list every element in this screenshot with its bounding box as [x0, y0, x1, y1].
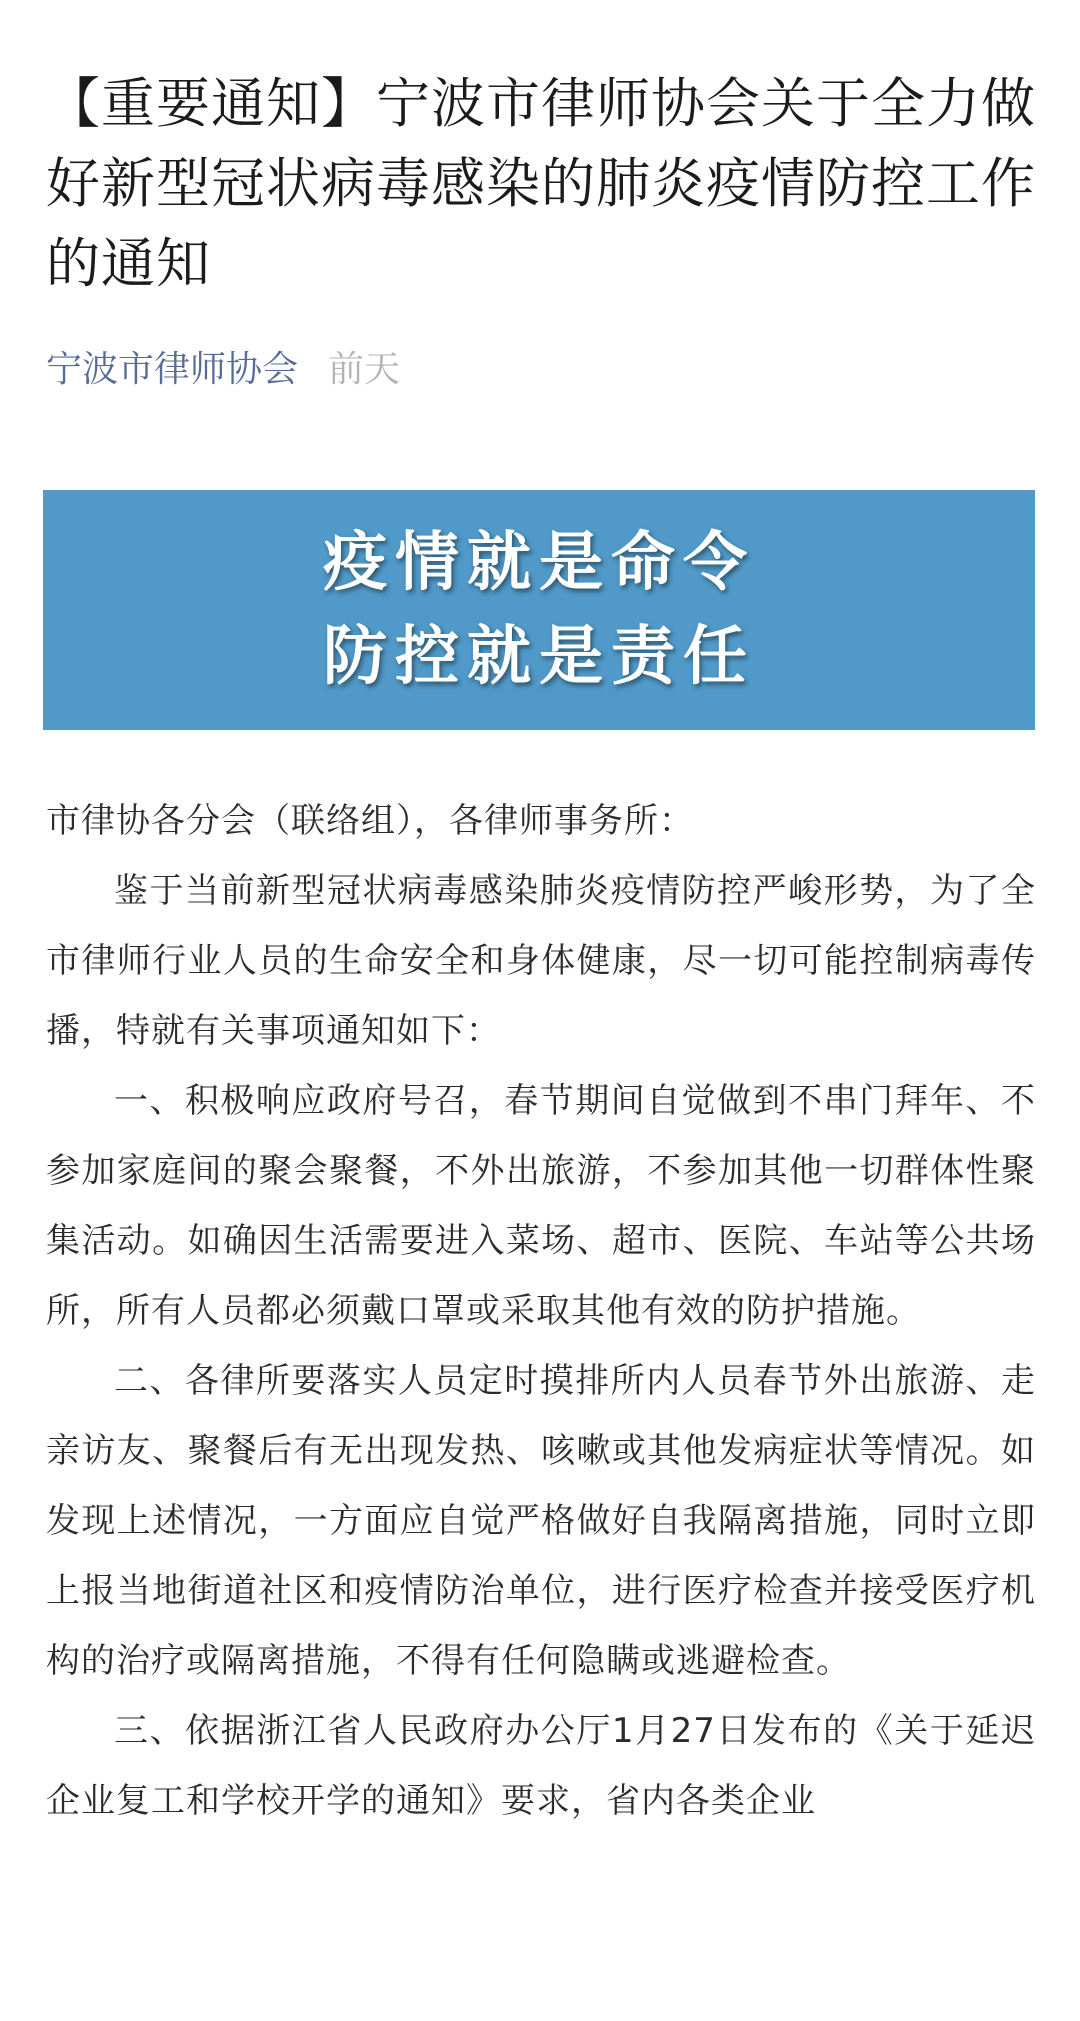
author-link[interactable]: 宁波市律师协会 — [46, 349, 299, 390]
article-meta — [46, 346, 400, 394]
banner-line-2: 防控就是责任 — [323, 620, 755, 694]
article-title: 【重要通知】宁波市律师协会关于全力做好新型冠状病毒感染的肺炎疫情防控工作的通知 — [46, 72, 1036, 295]
publish-time: 前天 — [328, 349, 401, 390]
paragraph-intro: 鉴于当前新型冠状病毒感染肺炎疫情防控严峻形势，为了全市律师行业人员的生命安全和身体健康，尽一切可能控制病毒传播，特就有关事项通知如下： — [46, 871, 1036, 1051]
slogan-banner — [43, 490, 1035, 730]
banner-line-1: 疫情就是命令 — [323, 526, 755, 600]
article-body — [46, 786, 1036, 1836]
salutation: 市律协各分会（联络组），各律师事务所： — [46, 801, 694, 841]
paragraph-item-3: 三、依据浙江省人民政府办公厅1月27日发布的《关于延迟企业复工和学校开学的通知》要求，省内各类企业 — [46, 1711, 1036, 1821]
paragraph-item-2: 二、各律所要落实人员定时摸排所内人员春节外出旅游、走亲访友、聚餐后有无出现发热、咳嗽或其他发病症状等情况。如发现上述情况，一方面应自觉严格做好自我隔离措施，同时立即上报当地街道社区和疫情防治单位，进行医疗检查并接受医疗机构的治疗或隔离措施，不得有任何隐瞒或逃避检查。 — [46, 1361, 1036, 1681]
paragraph-item-1: 一、积极响应政府号召，春节期间自觉做到不串门拜年、不参加家庭间的聚会聚餐，不外出旅游，不参加其他一切群体性聚集活动。如确因生活需要进入菜场、超市、医院、车站等公共场所，所有人员都必须戴口罩或采取其他有效的防护措施。 — [46, 1081, 1036, 1331]
